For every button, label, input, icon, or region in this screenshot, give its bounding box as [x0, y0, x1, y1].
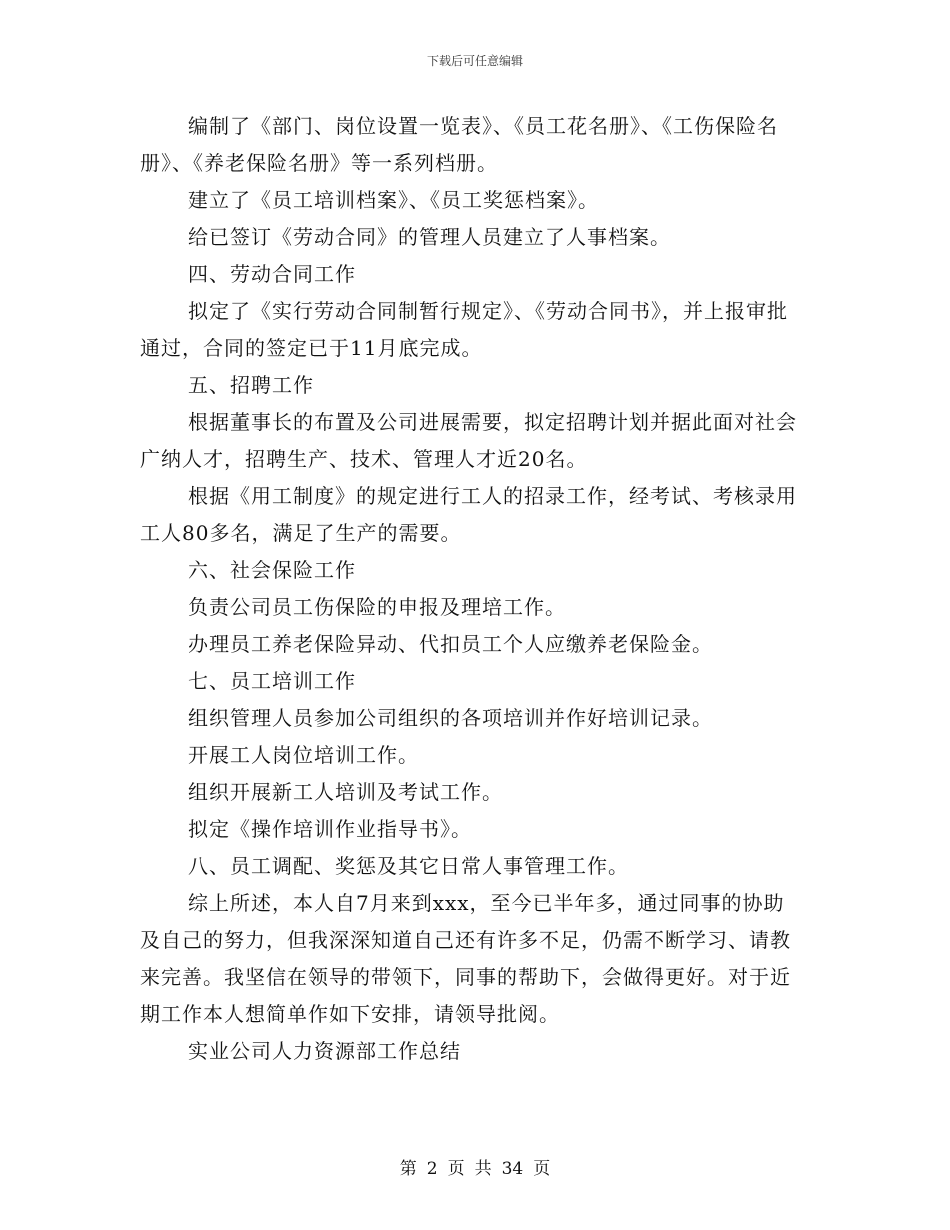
section-heading: 五、招聘工作	[188, 373, 314, 397]
total-pages-number: 34	[501, 1159, 524, 1179]
paragraph: 组织管理人员参加公司组织的各项培训并作好培训记录。	[188, 706, 713, 730]
paragraph: 根据《用工制度》的规定进行工人的招录工作，经考试、考核录用工人80多名，满足了生产的需要。	[140, 484, 797, 545]
section-heading: 七、员工培训工作	[188, 669, 356, 693]
paragraph: 建立了《员工培训档案》、《员工奖惩档案》。	[188, 188, 599, 212]
current-page-number: 2	[426, 1159, 438, 1179]
paragraph: 编制了《部门、岗位设置一览表》、《员工花名册》、《工伤保险名册》、《养老保险名册》等一系列档册。	[140, 114, 778, 175]
footer-page-word: 页	[447, 1159, 465, 1179]
paragraph: 给已签订《劳动合同》的管理人员建立了人事档案。	[188, 225, 671, 249]
page-footer	[0, 1154, 950, 1179]
summary-paragraph: 综上所述，本人自7月来到xxx，至今已半年多，通过同事的协助及自己的努力，但我深深知道自己还有许多不足，仍需不断学习、请教来完善。我坚信在领导的带领下，同事的帮助下，会做得更好。对于近期工作本人想简单作如下安排，请领导批阅。	[140, 891, 791, 1026]
paragraph: 开展工人岗位培训工作。	[188, 743, 419, 767]
page-header: 下载后可任意编辑	[426, 54, 523, 68]
paragraph: 拟定《操作培训作业指导书》。	[188, 817, 472, 841]
section-heading: 六、社会保险工作	[188, 558, 356, 582]
paragraph: 负责公司员工伤保险的申报及理培工作。	[188, 595, 566, 619]
footer-suffix: 页	[533, 1159, 551, 1179]
paragraph: 拟定了《实行劳动合同制暂行规定》、《劳动合同书》，并上报审批通过，合同的签定已于11月底完成。	[140, 299, 788, 360]
document-title-line: 实业公司人力资源部工作总结	[188, 1039, 461, 1063]
section-heading: 八、员工调配、奖惩及其它日常人事管理工作。	[188, 854, 629, 878]
footer-total-word: 共	[474, 1159, 492, 1179]
paragraph: 组织开展新工人培训及考试工作。	[188, 780, 503, 804]
document-body	[140, 108, 805, 1070]
section-heading: 四、劳动合同工作	[188, 262, 356, 286]
paragraph: 根据董事长的布置及公司进展需要，拟定招聘计划并据此面对社会广纳人才，招聘生产、技术、管理人才近20名。	[140, 410, 797, 471]
paragraph: 办理员工养老保险异动、代扣员工个人应缴养老保险金。	[188, 632, 713, 656]
footer-prefix: 第	[399, 1159, 417, 1179]
